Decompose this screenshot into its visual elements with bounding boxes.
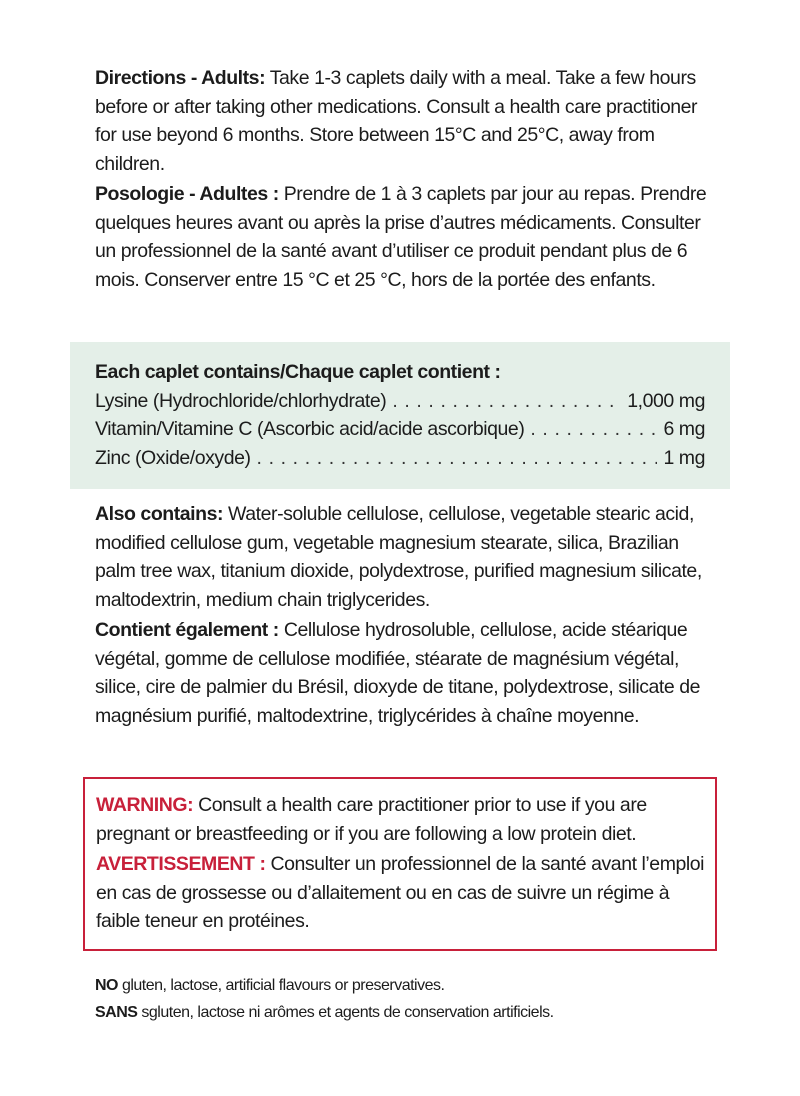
ingredient-name: Zinc (Oxide/oxyde) bbox=[95, 446, 251, 469]
ingredient-row bbox=[95, 387, 705, 416]
free-of-en-text: gluten, lactose, artificial flavours or preservatives. bbox=[118, 977, 445, 994]
directions-en bbox=[95, 64, 715, 178]
warning-en bbox=[96, 791, 711, 848]
warning-fr-label: AVERTISSEMENT : bbox=[96, 853, 266, 875]
warning-fr bbox=[96, 850, 711, 936]
warning-en-text: Consult a health care practitioner prior to use if you are pregnant or breastfeeding or if you are following a low protein diet. bbox=[96, 794, 647, 845]
ingredient-row bbox=[95, 444, 705, 473]
also-contains-fr-text: Cellulose hydrosoluble, cellulose, acide stéarique végétal, gomme de cellulose modifiée, stéarate de magnésium végétal, silice, cire de palmier du Brésil, dioxyde de titane, polydextrose, silicate de magnésium purifié, maltodextrine, triglycérides à chaîne moyenne. bbox=[95, 619, 701, 727]
ingredient-amount: 1 mg bbox=[663, 446, 705, 469]
also-contains-en-text: Water-soluble cellulose, cellulose, vegetable stearic acid, modified cellulose gum, vegetable magnesium stearate, silica, Brazilian palm tree wax, titanium dioxide, polydextrose, purified magnesium silicate, maltodextrin, medium chain triglycerides. bbox=[95, 503, 702, 611]
directions-section bbox=[95, 64, 715, 296]
dot-leader bbox=[530, 415, 657, 444]
ingredients-heading: Each caplet contains/Chaque caplet contient : bbox=[95, 361, 501, 383]
also-contains-en-label: Also contains: bbox=[95, 503, 224, 525]
warning-box bbox=[83, 777, 717, 951]
warning-fr-text: Consulter un professionnel de la santé avant l’emploi en cas de grossesse ou d’allaitement ou en cas de suivre un régime à faible teneur en protéines. bbox=[96, 853, 705, 932]
directions-fr-text: Prendre de 1 à 3 caplets par jour au repas. Prendre quelques heures avant ou après la prise d’autres médicaments. Consulter un professionnel de la santé avant d’utiliser ce produit pendant plus de 6 mois. Conserver entre 15 °C et 25 °C, hors de la portée des enfants. bbox=[95, 183, 707, 291]
free-of-fr-label: SANS bbox=[95, 1004, 138, 1021]
also-contains-fr bbox=[95, 616, 715, 730]
also-contains-en bbox=[95, 500, 715, 614]
also-contains-fr-label: Contient également : bbox=[95, 619, 279, 641]
ingredient-amount: 1,000 mg bbox=[627, 389, 705, 412]
dot-leader bbox=[392, 387, 621, 416]
free-of-en-label: NO bbox=[95, 977, 118, 994]
directions-fr bbox=[95, 180, 715, 294]
directions-fr-label: Posologie - Adultes : bbox=[95, 183, 279, 205]
ingredient-row bbox=[95, 415, 705, 444]
ingredient-name: Lysine (Hydrochloride/chlorhydrate) bbox=[95, 389, 387, 412]
dot-leader bbox=[257, 444, 658, 473]
free-of-fr bbox=[95, 999, 735, 1026]
free-of-section bbox=[95, 972, 735, 1026]
non-medicinal-section bbox=[95, 500, 715, 732]
directions-en-text: Take 1-3 caplets daily with a meal. Take a few hours before or after taking other medications. Consult a health care practitioner for use beyond 6 months. Store between 15°C and 25°C, away from children. bbox=[95, 67, 698, 175]
ingredients-panel bbox=[70, 342, 730, 489]
directions-en-label: Directions - Adults: bbox=[95, 67, 266, 89]
free-of-en bbox=[95, 972, 735, 999]
warning-en-label: WARNING: bbox=[96, 794, 194, 816]
free-of-fr-text: sgluten, lactose ni arômes et agents de conservation artificiels. bbox=[137, 1004, 554, 1021]
ingredient-name: Vitamin/Vitamine C (Ascorbic acid/acide ascorbique) bbox=[95, 418, 525, 440]
ingredient-amount: 6 mg bbox=[663, 418, 705, 440]
